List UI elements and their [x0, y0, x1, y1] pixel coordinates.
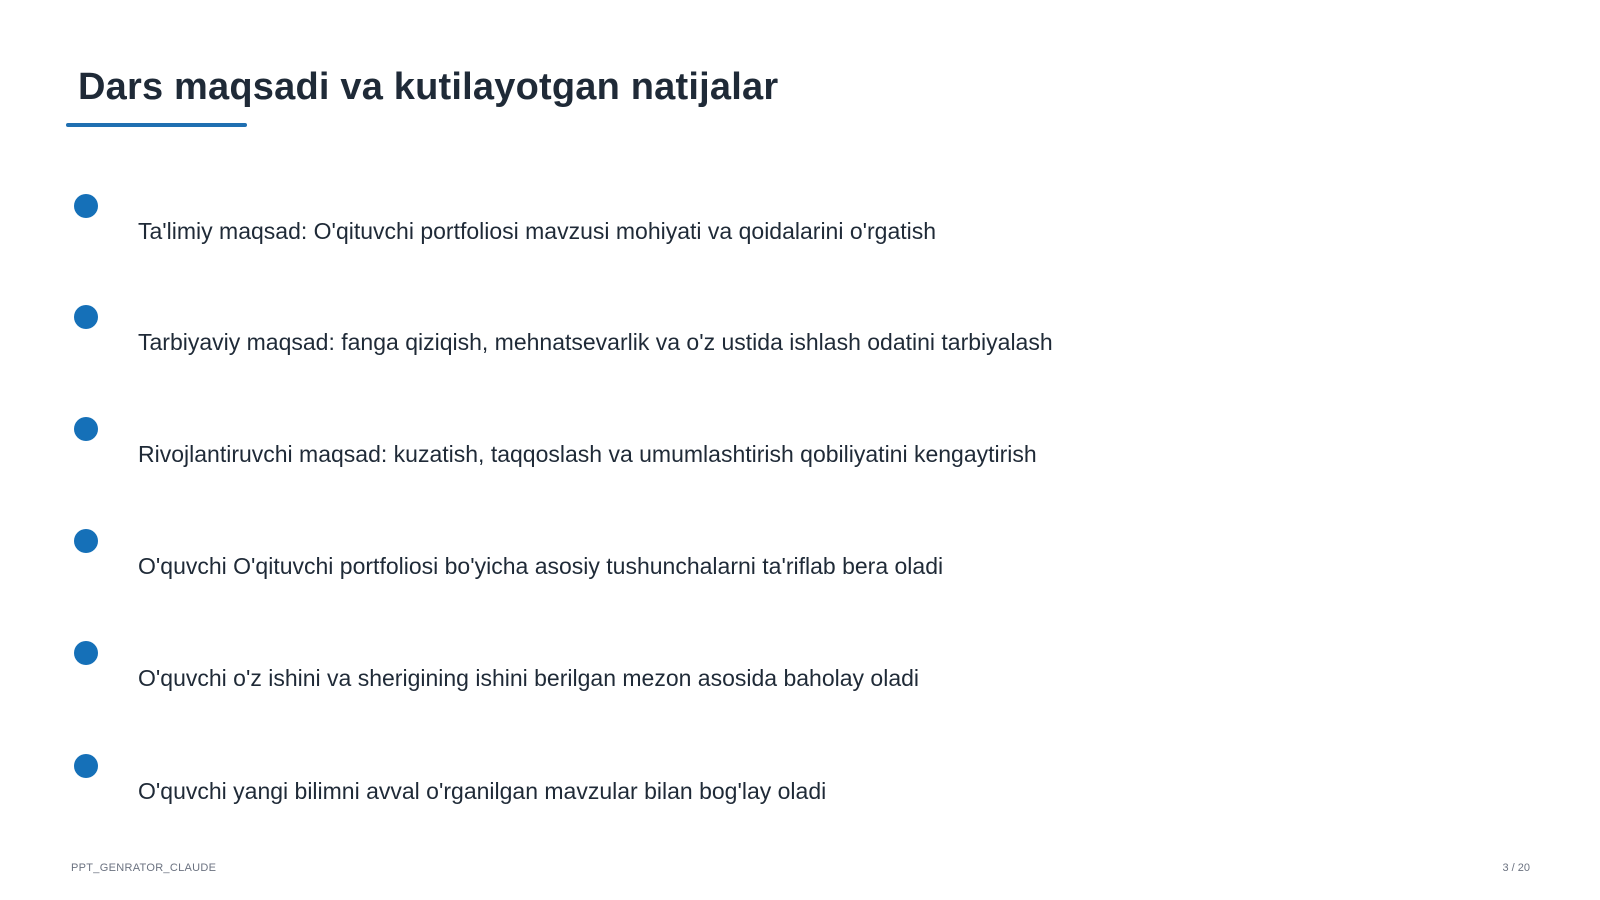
- bullet-text: Rivojlantiruvchi maqsad: kuzatish, taqqoslash va umumlashtirish qobiliyatini kengaytirish: [138, 441, 1037, 467]
- bullet-item: [0, 641, 1400, 721]
- footer-source: PPT_GENRATOR_CLAUDE: [71, 862, 217, 874]
- bullet-text: Ta'limiy maqsad: O'qituvchi portfoliosi mavzusi mohiyati va qoidalarini o'rgatish: [138, 218, 937, 244]
- bullet-item: [0, 305, 1400, 385]
- bullet-text: Tarbiyaviy maqsad: fanga qiziqish, mehnatsevarlik va o'z ustida ishlash odatini tarbiyalash: [138, 329, 1053, 355]
- bullet-dot-icon: [74, 754, 98, 778]
- slide-title: Dars maqsadi va kutilayotgan natijalar: [78, 66, 779, 108]
- bullet-text: O'quvchi O'qituvchi portfoliosi bo'yicha asosiy tushunchalarni ta'riflab bera oladi: [138, 553, 944, 579]
- bullet-text: O'quvchi yangi bilimni avval o'rganilgan mavzular bilan bog'lay oladi: [138, 778, 827, 804]
- bullet-item: [0, 194, 1400, 274]
- bullet-item: [0, 754, 1400, 834]
- title-underline: [66, 123, 247, 127]
- bullet-dot-icon: [74, 529, 98, 553]
- bullet-dot-icon: [74, 641, 98, 665]
- bullet-dot-icon: [74, 194, 98, 218]
- page-indicator: 3 / 20: [1502, 862, 1530, 874]
- bullet-dot-icon: [74, 417, 98, 441]
- bullet-item: [0, 417, 1400, 497]
- bullet-item: [0, 529, 1400, 609]
- bullet-dot-icon: [74, 305, 98, 329]
- bullet-text: O'quvchi o'z ishini va sherigining ishini berilgan mezon asosida baholay oladi: [138, 665, 920, 691]
